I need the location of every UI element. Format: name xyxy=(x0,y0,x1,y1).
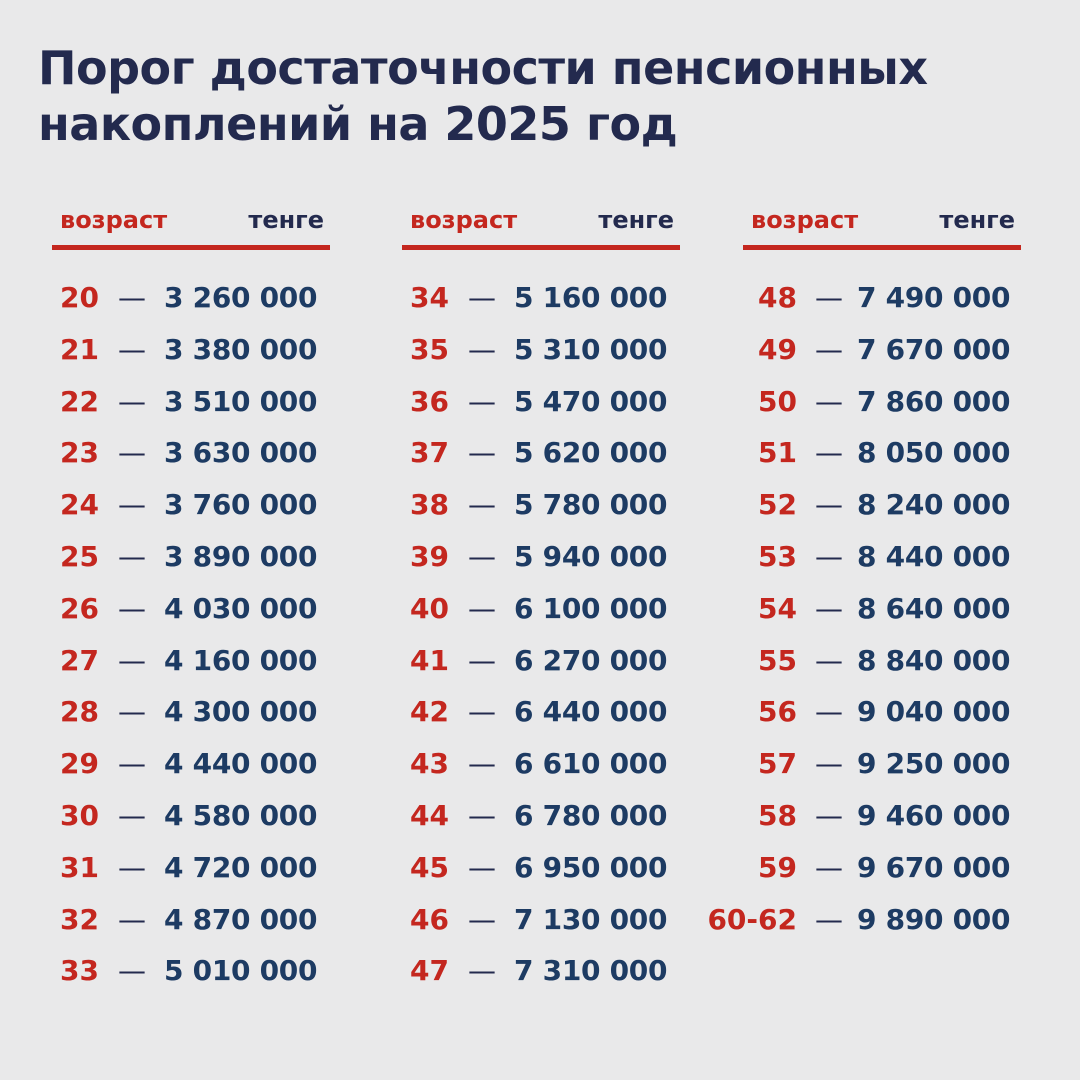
age-header: возраст xyxy=(410,206,518,234)
dash-separator: — xyxy=(468,695,496,729)
age-cell: 20 xyxy=(60,281,99,314)
dash-separator: — xyxy=(815,539,843,573)
table-row xyxy=(743,790,1021,842)
age-header: возраст xyxy=(751,206,859,234)
amount-cell: 6 950 000 xyxy=(514,850,668,884)
dash-separator: — xyxy=(468,954,496,988)
age-cell: 35 xyxy=(410,332,449,366)
dash-separator: — xyxy=(468,591,496,625)
age-cell: 50 xyxy=(758,384,797,418)
dash-separator: — xyxy=(118,902,146,936)
dash-separator: — xyxy=(118,850,146,884)
age-cell: 56 xyxy=(758,695,797,729)
table-rows xyxy=(402,272,680,997)
dash-separator: — xyxy=(815,281,843,314)
dash-separator: — xyxy=(815,332,843,366)
dash-separator: — xyxy=(815,384,843,418)
amount-cell: 8 050 000 xyxy=(857,436,1011,470)
age-cell: 32 xyxy=(60,902,99,936)
dash-separator: — xyxy=(468,539,496,573)
tenge-header: тенге xyxy=(598,206,674,234)
age-cell: 25 xyxy=(60,539,99,573)
amount-cell: 5 470 000 xyxy=(514,384,668,418)
table-column-3 xyxy=(707,200,1021,945)
age-cell: 42 xyxy=(410,695,449,729)
age-cell: 58 xyxy=(758,798,797,832)
age-cell: 27 xyxy=(60,643,99,677)
amount-cell: 4 300 000 xyxy=(164,695,318,729)
age-cell: 48 xyxy=(758,281,797,314)
age-cell: 36 xyxy=(410,384,449,418)
age-cell: 49 xyxy=(758,332,797,366)
table-row xyxy=(402,894,680,946)
age-cell: 38 xyxy=(410,488,449,522)
table-rows xyxy=(52,272,330,997)
age-cell: 34 xyxy=(410,281,449,314)
amount-cell: 3 510 000 xyxy=(164,384,318,418)
age-cell: 21 xyxy=(60,332,99,366)
amount-cell: 5 310 000 xyxy=(514,332,668,366)
amount-cell: 9 890 000 xyxy=(857,902,1011,936)
amount-cell: 6 780 000 xyxy=(514,798,668,832)
age-cell: 29 xyxy=(60,747,99,781)
dash-separator: — xyxy=(118,488,146,522)
dash-separator: — xyxy=(468,281,496,314)
amount-cell: 3 760 000 xyxy=(164,488,318,522)
age-header: возраст xyxy=(60,206,168,234)
table-row xyxy=(402,427,680,479)
dash-separator: — xyxy=(468,643,496,677)
dash-separator: — xyxy=(118,798,146,832)
dash-separator: — xyxy=(468,747,496,781)
age-cell: 46 xyxy=(410,902,449,936)
column-header xyxy=(743,200,1021,240)
amount-cell: 9 460 000 xyxy=(857,798,1011,832)
amount-cell: 9 670 000 xyxy=(857,850,1011,884)
amount-cell: 7 310 000 xyxy=(514,954,668,988)
age-cell: 54 xyxy=(758,591,797,625)
table-row xyxy=(52,531,330,583)
dash-separator: — xyxy=(118,954,146,988)
dash-separator: — xyxy=(815,695,843,729)
dash-separator: — xyxy=(118,539,146,573)
age-cell: 37 xyxy=(410,436,449,470)
table-row xyxy=(743,738,1021,790)
amount-cell: 3 260 000 xyxy=(164,281,318,314)
table-row xyxy=(707,894,1021,946)
dash-separator: — xyxy=(468,902,496,936)
amount-cell: 4 030 000 xyxy=(164,591,318,625)
amount-cell: 4 580 000 xyxy=(164,798,318,832)
amount-cell: 4 720 000 xyxy=(164,850,318,884)
amount-cell: 3 380 000 xyxy=(164,332,318,366)
table-row xyxy=(52,272,330,324)
header-divider xyxy=(402,245,680,250)
amount-cell: 8 240 000 xyxy=(857,488,1011,522)
amount-cell: 6 440 000 xyxy=(514,695,668,729)
age-cell: 53 xyxy=(758,539,797,573)
table-row xyxy=(402,583,680,635)
age-cell: 22 xyxy=(60,384,99,418)
dash-separator: — xyxy=(468,798,496,832)
table-row xyxy=(402,376,680,428)
dash-separator: — xyxy=(468,488,496,522)
table-row xyxy=(52,427,330,479)
amount-cell: 8 440 000 xyxy=(857,539,1011,573)
table-row xyxy=(402,686,680,738)
table-row xyxy=(402,531,680,583)
age-cell: 44 xyxy=(410,798,449,832)
table-rows xyxy=(707,272,1021,945)
amount-cell: 3 630 000 xyxy=(164,436,318,470)
header-divider xyxy=(52,245,330,250)
amount-cell: 6 610 000 xyxy=(514,747,668,781)
dash-separator: — xyxy=(468,332,496,366)
amount-cell: 9 040 000 xyxy=(857,695,1011,729)
age-cell: 31 xyxy=(60,850,99,884)
amount-cell: 5 620 000 xyxy=(514,436,668,470)
amount-cell: 4 160 000 xyxy=(164,643,318,677)
dash-separator: — xyxy=(118,384,146,418)
amount-cell: 8 840 000 xyxy=(857,643,1011,677)
amount-cell: 6 270 000 xyxy=(514,643,668,677)
table-row xyxy=(743,842,1021,894)
table-row xyxy=(402,479,680,531)
table-row xyxy=(743,427,1021,479)
table-row xyxy=(52,790,330,842)
amount-cell: 7 670 000 xyxy=(857,332,1011,366)
dash-separator: — xyxy=(815,798,843,832)
amount-cell: 7 130 000 xyxy=(514,902,668,936)
dash-separator: — xyxy=(468,850,496,884)
table-row xyxy=(52,479,330,531)
table-row xyxy=(52,635,330,687)
column-header xyxy=(52,200,330,240)
age-cell: 26 xyxy=(60,591,99,625)
dash-separator: — xyxy=(118,695,146,729)
age-cell: 41 xyxy=(410,643,449,677)
table-row xyxy=(52,738,330,790)
table-row xyxy=(743,376,1021,428)
table-row xyxy=(743,272,1021,324)
amount-cell: 3 890 000 xyxy=(164,539,318,573)
table-column-2 xyxy=(402,200,680,997)
age-cell: 59 xyxy=(758,850,797,884)
table-row xyxy=(402,842,680,894)
table-row xyxy=(743,531,1021,583)
amount-cell: 5 780 000 xyxy=(514,488,668,522)
age-cell: 40 xyxy=(410,591,449,625)
dash-separator: — xyxy=(468,384,496,418)
amount-cell: 9 250 000 xyxy=(857,747,1011,781)
dash-separator: — xyxy=(118,747,146,781)
header-divider xyxy=(743,245,1021,250)
tenge-header: тенге xyxy=(939,206,1015,234)
age-cell: 43 xyxy=(410,747,449,781)
table-row xyxy=(52,686,330,738)
table-row xyxy=(52,376,330,428)
table-row xyxy=(52,583,330,635)
amount-cell: 4 440 000 xyxy=(164,747,318,781)
table-row xyxy=(743,479,1021,531)
amount-cell: 5 940 000 xyxy=(514,539,668,573)
age-cell: 45 xyxy=(410,850,449,884)
age-cell: 60-62 xyxy=(707,902,797,936)
page-title-line-2: накоплений на 2025 год xyxy=(38,97,678,151)
amount-cell: 6 100 000 xyxy=(514,591,668,625)
dash-separator: — xyxy=(118,281,146,314)
age-cell: 51 xyxy=(758,436,797,470)
table-row xyxy=(52,894,330,946)
table-row xyxy=(402,324,680,376)
amount-cell: 5 160 000 xyxy=(514,281,668,314)
tenge-header: тенге xyxy=(248,206,324,234)
age-cell: 39 xyxy=(410,539,449,573)
amount-cell: 8 640 000 xyxy=(857,591,1011,625)
dash-separator: — xyxy=(815,488,843,522)
table-row xyxy=(52,324,330,376)
amount-cell: 7 860 000 xyxy=(857,384,1011,418)
page-title xyxy=(38,40,1048,152)
age-cell: 47 xyxy=(410,954,449,988)
page-title-line-1: Порог достаточности пенсионных xyxy=(38,41,928,95)
dash-separator: — xyxy=(815,902,843,936)
amount-cell: 7 490 000 xyxy=(857,281,1011,314)
dash-separator: — xyxy=(118,643,146,677)
dash-separator: — xyxy=(815,850,843,884)
dash-separator: — xyxy=(118,332,146,366)
dash-separator: — xyxy=(815,643,843,677)
table-column-1 xyxy=(52,200,330,997)
table-row xyxy=(743,686,1021,738)
table-row xyxy=(402,790,680,842)
column-header xyxy=(402,200,680,240)
age-cell: 57 xyxy=(758,747,797,781)
age-cell: 55 xyxy=(758,643,797,677)
table-row xyxy=(402,738,680,790)
age-cell: 23 xyxy=(60,436,99,470)
age-cell: 28 xyxy=(60,695,99,729)
dash-separator: — xyxy=(815,747,843,781)
table-row xyxy=(743,324,1021,376)
table-row xyxy=(402,945,680,997)
amount-cell: 4 870 000 xyxy=(164,902,318,936)
table-row xyxy=(743,583,1021,635)
dash-separator: — xyxy=(118,591,146,625)
table-row xyxy=(52,945,330,997)
amount-cell: 5 010 000 xyxy=(164,954,318,988)
table-row xyxy=(402,272,680,324)
age-cell: 52 xyxy=(758,488,797,522)
table-row xyxy=(743,635,1021,687)
dash-separator: — xyxy=(815,591,843,625)
dash-separator: — xyxy=(468,436,496,470)
table-row xyxy=(402,635,680,687)
age-cell: 33 xyxy=(60,954,99,988)
table-row xyxy=(52,842,330,894)
dash-separator: — xyxy=(118,436,146,470)
dash-separator: — xyxy=(815,436,843,470)
age-cell: 30 xyxy=(60,798,99,832)
age-cell: 24 xyxy=(60,488,99,522)
